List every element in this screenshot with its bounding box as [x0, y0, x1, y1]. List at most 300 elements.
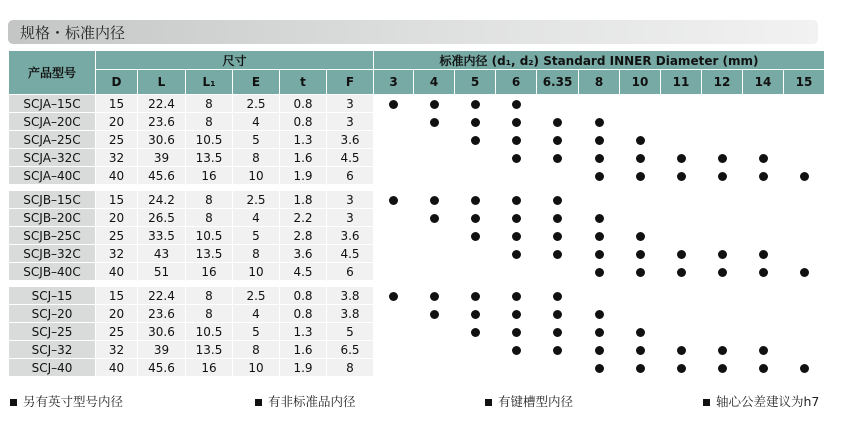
- dimension-cell: 24.2: [138, 191, 186, 209]
- filled-dot-icon: [636, 250, 645, 259]
- dimension-cell: 40: [96, 167, 138, 185]
- diameter-cell: [620, 263, 661, 281]
- diameter-column-header: 15: [784, 70, 825, 95]
- table-row: [9, 113, 825, 131]
- filled-dot-icon: [553, 232, 562, 241]
- diameter-cell: [743, 167, 784, 185]
- filled-dot-icon: [553, 346, 562, 355]
- filled-dot-icon: [389, 100, 398, 109]
- diameter-cell: [496, 245, 537, 263]
- diameter-cell: [661, 191, 702, 209]
- dimension-cell: 3: [327, 113, 374, 131]
- filled-dot-icon: [471, 292, 480, 301]
- dimension-cell: 16: [186, 359, 233, 377]
- note-text: 有非标准品内径: [268, 394, 356, 409]
- diameter-cell: [784, 149, 825, 167]
- dimension-cell: 2.8: [280, 227, 327, 245]
- dimension-cell: 10.5: [186, 227, 233, 245]
- diameter-cell: [620, 167, 661, 185]
- diameter-cell: [784, 191, 825, 209]
- diameter-cell: [784, 323, 825, 341]
- diameter-cell: [537, 113, 579, 131]
- dimension-cell: 22.4: [138, 95, 186, 113]
- diameter-cell: [455, 341, 496, 359]
- diameter-cell: [374, 209, 414, 227]
- diameter-cell: [414, 287, 455, 305]
- filled-dot-icon: [718, 154, 727, 163]
- filled-dot-icon: [471, 196, 480, 205]
- diameter-cell: [784, 287, 825, 305]
- diameter-cell: [537, 323, 579, 341]
- dimension-cell: 10: [233, 167, 280, 185]
- title-bar: [8, 20, 818, 44]
- diameter-cell: [661, 209, 702, 227]
- dimension-cell: 20: [96, 305, 138, 323]
- model-cell: SCJ–20: [9, 305, 96, 323]
- diameter-cell: [537, 227, 579, 245]
- diameter-cell: [743, 305, 784, 323]
- filled-dot-icon: [636, 232, 645, 241]
- diameter-cell: [414, 149, 455, 167]
- diameter-cell: [661, 359, 702, 377]
- diameter-cell: [455, 287, 496, 305]
- dimension-cell: 3: [327, 191, 374, 209]
- dimension-cell: 23.6: [138, 113, 186, 131]
- diameter-cell: [374, 113, 414, 131]
- diameter-cell: [661, 149, 702, 167]
- filled-dot-icon: [636, 136, 645, 145]
- diameter-cell: [496, 131, 537, 149]
- filled-dot-icon: [677, 154, 686, 163]
- filled-dot-icon: [553, 310, 562, 319]
- dimension-cell: 25: [96, 227, 138, 245]
- dimension-cell: 2.5: [233, 95, 280, 113]
- diameter-cell: [414, 323, 455, 341]
- diameter-cell: [496, 287, 537, 305]
- diameter-cell: [661, 263, 702, 281]
- dimension-cell: 1.6: [280, 341, 327, 359]
- diameter-cell: [702, 149, 743, 167]
- dimension-cell: 3: [327, 209, 374, 227]
- diameter-cell: [620, 209, 661, 227]
- diameter-cell: [702, 323, 743, 341]
- dimension-cell: 6.5: [327, 341, 374, 359]
- model-cell: SCJA–40C: [9, 167, 96, 185]
- model-cell: SCJA–25C: [9, 131, 96, 149]
- note-item: [255, 392, 356, 410]
- diameter-cell: [579, 359, 620, 377]
- diameter-cell: [579, 323, 620, 341]
- dimension-cell: 1.3: [280, 323, 327, 341]
- diameter-cell: [579, 167, 620, 185]
- table-row: [9, 131, 825, 149]
- diameter-cell: [784, 209, 825, 227]
- dimension-cell: 13.5: [186, 341, 233, 359]
- model-cell: SCJB–40C: [9, 263, 96, 281]
- dimension-cell: 4: [233, 305, 280, 323]
- filled-dot-icon: [471, 214, 480, 223]
- square-bullet-icon: [703, 399, 710, 406]
- table-row: [9, 209, 825, 227]
- diameter-cell: [496, 191, 537, 209]
- diameter-cell: [496, 227, 537, 245]
- diameter-cell: [455, 167, 496, 185]
- model-cell: SCJ–15: [9, 287, 96, 305]
- table-row: [9, 95, 825, 113]
- dimension-cell: 1.9: [280, 167, 327, 185]
- filled-dot-icon: [759, 154, 768, 163]
- filled-dot-icon: [512, 118, 521, 127]
- dim-column-header: D: [96, 70, 138, 95]
- filled-dot-icon: [595, 328, 604, 337]
- diameter-cell: [537, 245, 579, 263]
- diameter-cell: [661, 287, 702, 305]
- diameter-column-header: 12: [702, 70, 743, 95]
- diameter-cell: [374, 227, 414, 245]
- diameter-column-header: 4: [414, 70, 455, 95]
- dimension-cell: 16: [186, 167, 233, 185]
- dimension-cell: 13.5: [186, 149, 233, 167]
- filled-dot-icon: [553, 118, 562, 127]
- diameter-cell: [414, 95, 455, 113]
- dimension-cell: 45.6: [138, 359, 186, 377]
- diameter-cell: [455, 131, 496, 149]
- filled-dot-icon: [553, 292, 562, 301]
- diameter-cell: [537, 359, 579, 377]
- diameter-cell: [784, 227, 825, 245]
- filled-dot-icon: [512, 136, 521, 145]
- dimension-cell: 13.5: [186, 245, 233, 263]
- model-cell: SCJ–40: [9, 359, 96, 377]
- diameter-cell: [579, 263, 620, 281]
- filled-dot-icon: [595, 268, 604, 277]
- filled-dot-icon: [800, 268, 809, 277]
- diameter-cell: [702, 209, 743, 227]
- dimension-cell: 2.2: [280, 209, 327, 227]
- dimension-cell: 40: [96, 359, 138, 377]
- filled-dot-icon: [677, 268, 686, 277]
- filled-dot-icon: [677, 364, 686, 373]
- filled-dot-icon: [718, 364, 727, 373]
- diameter-cell: [661, 131, 702, 149]
- diameter-cell: [620, 359, 661, 377]
- filled-dot-icon: [512, 100, 521, 109]
- diameter-cell: [661, 227, 702, 245]
- filled-dot-icon: [553, 214, 562, 223]
- diameter-cell: [784, 167, 825, 185]
- dimension-cell: 20: [96, 209, 138, 227]
- diameter-cell: [579, 191, 620, 209]
- dimension-cell: 5: [327, 323, 374, 341]
- filled-dot-icon: [718, 172, 727, 181]
- dimension-cell: 6: [327, 263, 374, 281]
- diameter-cell: [455, 191, 496, 209]
- diameter-cell: [661, 323, 702, 341]
- filled-dot-icon: [759, 364, 768, 373]
- diameter-cell: [743, 359, 784, 377]
- filled-dot-icon: [636, 154, 645, 163]
- dimension-cell: 2.5: [233, 287, 280, 305]
- diameter-cell: [579, 149, 620, 167]
- dimension-cell: 4: [233, 209, 280, 227]
- filled-dot-icon: [471, 118, 480, 127]
- diameter-cell: [496, 113, 537, 131]
- dim-column-header: F: [327, 70, 374, 95]
- diameter-cell: [743, 209, 784, 227]
- filled-dot-icon: [512, 196, 521, 205]
- diameter-cell: [661, 341, 702, 359]
- filled-dot-icon: [512, 292, 521, 301]
- note-item: [703, 392, 819, 410]
- filled-dot-icon: [471, 100, 480, 109]
- diameter-cell: [784, 263, 825, 281]
- filled-dot-icon: [636, 268, 645, 277]
- spec-table: [8, 50, 825, 377]
- filled-dot-icon: [553, 196, 562, 205]
- diameter-cell: [496, 167, 537, 185]
- dimension-cell: 8: [233, 341, 280, 359]
- dimension-cell: 32: [96, 341, 138, 359]
- diameter-cell: [702, 287, 743, 305]
- diameter-cell: [496, 149, 537, 167]
- filled-dot-icon: [430, 214, 439, 223]
- model-cell: SCJA–20C: [9, 113, 96, 131]
- model-cell: SCJB–25C: [9, 227, 96, 245]
- dia-group-header: 标准内径 (d₁, d₂) Standard INNER Diameter (mm): [374, 51, 825, 70]
- dim-column-header: L₁: [186, 70, 233, 95]
- diameter-cell: [414, 359, 455, 377]
- filled-dot-icon: [636, 328, 645, 337]
- filled-dot-icon: [759, 172, 768, 181]
- dimension-cell: 0.8: [280, 95, 327, 113]
- diameter-cell: [784, 305, 825, 323]
- dimension-cell: 40: [96, 263, 138, 281]
- diameter-cell: [743, 149, 784, 167]
- diameter-cell: [455, 95, 496, 113]
- filled-dot-icon: [430, 310, 439, 319]
- diameter-cell: [496, 209, 537, 227]
- page-title: 规格・标准内径: [20, 23, 126, 42]
- dimension-cell: 1.9: [280, 359, 327, 377]
- dimension-cell: 8: [233, 149, 280, 167]
- filled-dot-icon: [430, 292, 439, 301]
- diameter-cell: [620, 323, 661, 341]
- dimension-cell: 4.5: [327, 245, 374, 263]
- diameter-cell: [455, 113, 496, 131]
- dimension-cell: 15: [96, 287, 138, 305]
- dimension-cell: 3.6: [280, 245, 327, 263]
- diameter-cell: [702, 131, 743, 149]
- diameter-cell: [743, 287, 784, 305]
- diameter-cell: [784, 95, 825, 113]
- dimension-cell: 15: [96, 191, 138, 209]
- diameter-cell: [702, 95, 743, 113]
- model-header: 产品型号: [9, 51, 96, 95]
- dimension-cell: 32: [96, 245, 138, 263]
- diameter-cell: [455, 305, 496, 323]
- diameter-cell: [702, 263, 743, 281]
- diameter-cell: [579, 287, 620, 305]
- diameter-cell: [579, 305, 620, 323]
- filled-dot-icon: [512, 250, 521, 259]
- diameter-cell: [374, 341, 414, 359]
- notes: [0, 392, 860, 412]
- diameter-cell: [374, 245, 414, 263]
- diameter-cell: [414, 341, 455, 359]
- dimension-cell: 22.4: [138, 287, 186, 305]
- dimension-cell: 1.3: [280, 131, 327, 149]
- diameter-cell: [620, 227, 661, 245]
- filled-dot-icon: [430, 100, 439, 109]
- dimension-cell: 39: [138, 341, 186, 359]
- dimension-cell: 30.6: [138, 131, 186, 149]
- diameter-cell: [374, 287, 414, 305]
- filled-dot-icon: [512, 328, 521, 337]
- dimension-cell: 30.6: [138, 323, 186, 341]
- diameter-cell: [743, 191, 784, 209]
- diameter-cell: [537, 191, 579, 209]
- table-row: [9, 227, 825, 245]
- diameter-cell: [374, 305, 414, 323]
- filled-dot-icon: [512, 214, 521, 223]
- dimension-cell: 3.6: [327, 131, 374, 149]
- diameter-cell: [579, 227, 620, 245]
- diameter-cell: [743, 95, 784, 113]
- diameter-cell: [455, 245, 496, 263]
- dimension-cell: 4: [233, 113, 280, 131]
- model-cell: SCJA–32C: [9, 149, 96, 167]
- dimension-cell: 8: [186, 191, 233, 209]
- diameter-cell: [414, 263, 455, 281]
- dimension-cell: 3.6: [327, 227, 374, 245]
- diameter-cell: [743, 245, 784, 263]
- dimension-cell: 10: [233, 263, 280, 281]
- dimension-cell: 5: [233, 227, 280, 245]
- square-bullet-icon: [255, 399, 262, 406]
- filled-dot-icon: [800, 364, 809, 373]
- diameter-cell: [496, 95, 537, 113]
- filled-dot-icon: [430, 118, 439, 127]
- diameter-cell: [496, 359, 537, 377]
- note-item: [485, 392, 573, 410]
- diameter-cell: [620, 149, 661, 167]
- filled-dot-icon: [512, 154, 521, 163]
- dimension-cell: 6: [327, 167, 374, 185]
- dimension-cell: 0.8: [280, 113, 327, 131]
- diameter-cell: [743, 341, 784, 359]
- filled-dot-icon: [595, 346, 604, 355]
- filled-dot-icon: [471, 310, 480, 319]
- filled-dot-icon: [553, 328, 562, 337]
- dimension-cell: 10: [233, 359, 280, 377]
- filled-dot-icon: [595, 136, 604, 145]
- diameter-cell: [537, 341, 579, 359]
- dimension-cell: 8: [186, 209, 233, 227]
- diameter-cell: [455, 209, 496, 227]
- diameter-cell: [784, 245, 825, 263]
- dimension-cell: 15: [96, 95, 138, 113]
- diameter-cell: [702, 167, 743, 185]
- dim-column-header: E: [233, 70, 280, 95]
- diameter-cell: [620, 113, 661, 131]
- filled-dot-icon: [471, 328, 480, 337]
- diameter-cell: [537, 95, 579, 113]
- diameter-cell: [620, 191, 661, 209]
- dim-column-header: t: [280, 70, 327, 95]
- diameter-cell: [743, 227, 784, 245]
- dimension-cell: 20: [96, 113, 138, 131]
- model-cell: SCJ–32: [9, 341, 96, 359]
- diameter-cell: [414, 227, 455, 245]
- dimension-cell: 3.8: [327, 287, 374, 305]
- diameter-cell: [374, 359, 414, 377]
- diameter-cell: [579, 209, 620, 227]
- diameter-cell: [537, 209, 579, 227]
- filled-dot-icon: [636, 172, 645, 181]
- diameter-cell: [374, 263, 414, 281]
- diameter-cell: [620, 131, 661, 149]
- filled-dot-icon: [718, 268, 727, 277]
- filled-dot-icon: [636, 346, 645, 355]
- filled-dot-icon: [512, 346, 521, 355]
- dimension-cell: 16: [186, 263, 233, 281]
- filled-dot-icon: [512, 310, 521, 319]
- diameter-cell: [537, 263, 579, 281]
- diameter-cell: [702, 305, 743, 323]
- filled-dot-icon: [553, 250, 562, 259]
- model-cell: SCJ–25: [9, 323, 96, 341]
- diameter-cell: [620, 341, 661, 359]
- diameter-cell: [414, 305, 455, 323]
- diameter-column-header: 6: [496, 70, 537, 95]
- diameter-cell: [579, 131, 620, 149]
- dimension-cell: 3: [327, 95, 374, 113]
- dimension-cell: 23.6: [138, 305, 186, 323]
- note-text: 轴心公差建议为h7: [716, 394, 820, 409]
- filled-dot-icon: [471, 232, 480, 241]
- diameter-cell: [579, 113, 620, 131]
- filled-dot-icon: [718, 346, 727, 355]
- diameter-cell: [414, 113, 455, 131]
- table-row: [9, 287, 825, 305]
- diameter-cell: [784, 341, 825, 359]
- diameter-cell: [414, 209, 455, 227]
- filled-dot-icon: [389, 196, 398, 205]
- dimension-cell: 5: [233, 131, 280, 149]
- diameter-cell: [620, 95, 661, 113]
- diameter-cell: [579, 95, 620, 113]
- table-row: [9, 167, 825, 185]
- dimension-cell: 51: [138, 263, 186, 281]
- diameter-cell: [661, 113, 702, 131]
- dimension-cell: 0.8: [280, 287, 327, 305]
- filled-dot-icon: [553, 154, 562, 163]
- diameter-cell: [702, 113, 743, 131]
- diameter-cell: [620, 287, 661, 305]
- dimension-cell: 25: [96, 131, 138, 149]
- note-text: 另有英寸型号内径: [23, 394, 124, 409]
- diameter-cell: [537, 287, 579, 305]
- diameter-column-header: 8: [579, 70, 620, 95]
- dim-column-header: L: [138, 70, 186, 95]
- square-bullet-icon: [485, 399, 492, 406]
- filled-dot-icon: [389, 292, 398, 301]
- filled-dot-icon: [471, 136, 480, 145]
- diameter-cell: [537, 149, 579, 167]
- filled-dot-icon: [595, 214, 604, 223]
- dimension-cell: 4.5: [327, 149, 374, 167]
- diameter-cell: [414, 191, 455, 209]
